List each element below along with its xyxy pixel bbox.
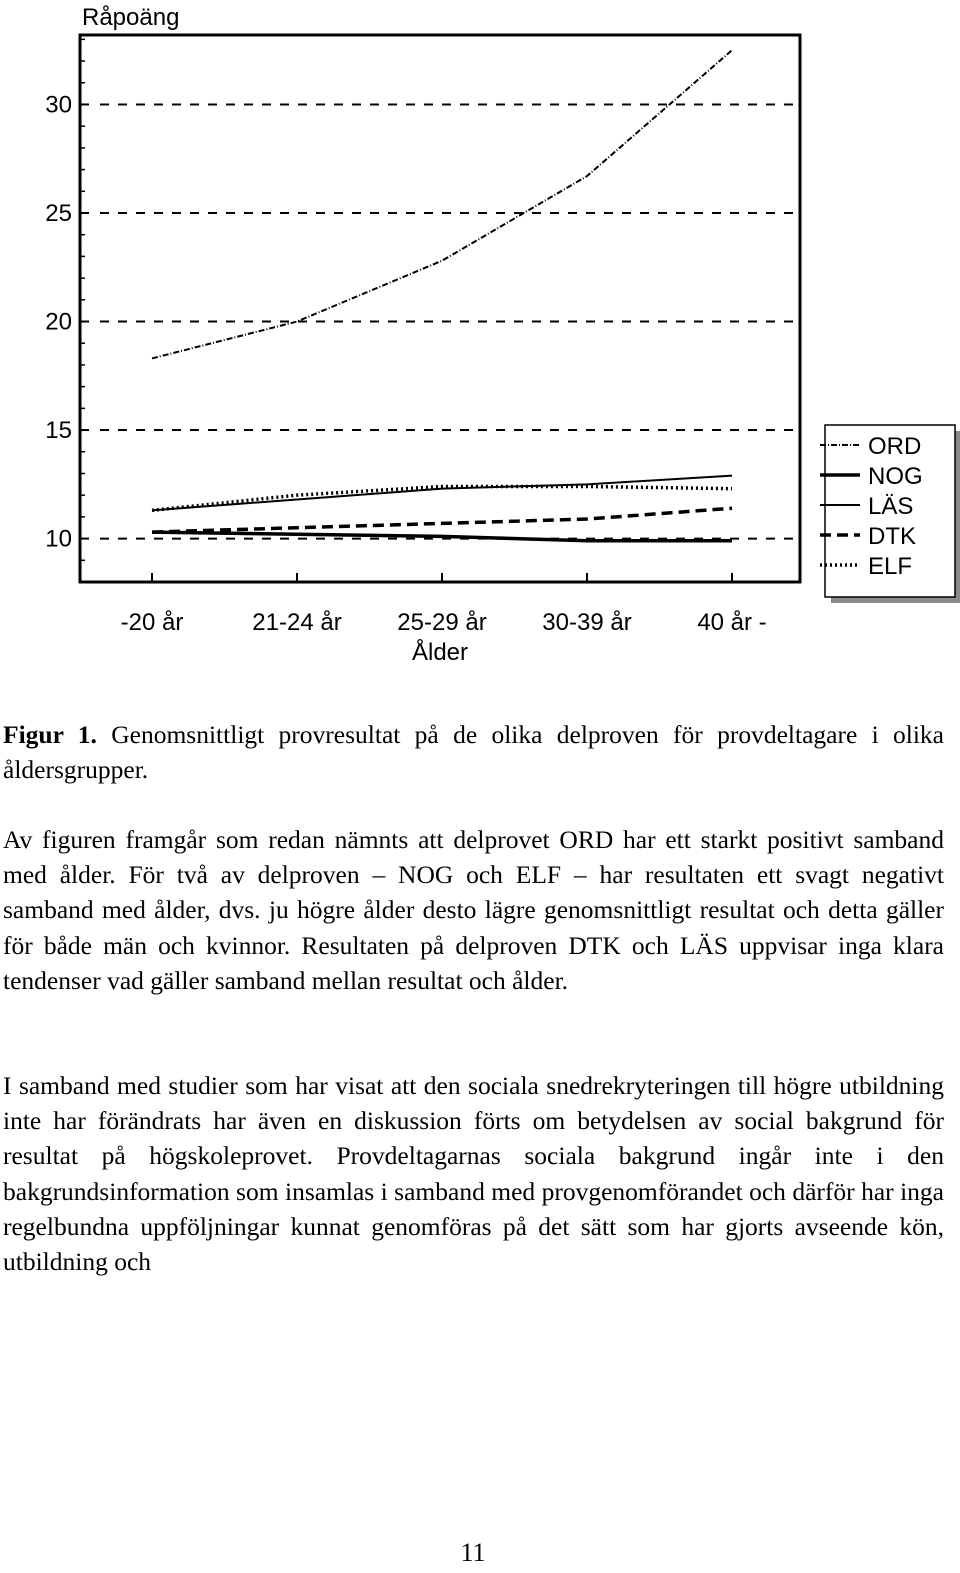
x-tick-label: 30-39 år	[542, 609, 632, 636]
legend	[820, 425, 960, 603]
page-number: 11	[460, 1538, 486, 1567]
paragraph-text: I samband med studier som har visat att den sociala snedrekryteringen till högre utbildning inte har förändrats har även en diskussion förts om betydelsen av social bakgrund för resultat på högskoleprovet. Provdeltagarnas sociala bakgrund ingår inte i den bakgrundsinformation som insamlas i samband med provgenomförandet och därför har inga regelbundna uppföljningar kunnat genomföras på det sätt som har gjorts avseende kön, utbildning och	[3, 1071, 944, 1277]
x-tick-label: -20 år	[120, 609, 184, 636]
series-line-läs	[152, 476, 732, 511]
x-tick-label: 21-24 år	[252, 609, 342, 636]
legend-label: DTK	[868, 523, 916, 550]
body-paragraph	[3, 822, 944, 998]
y-axis-label: Råpoäng	[82, 4, 180, 31]
legend-label: LÄS	[868, 493, 914, 520]
plot-frame	[80, 35, 800, 582]
series-line-elf	[152, 486, 732, 510]
y-tick-label: 15	[45, 417, 72, 445]
caption-label: Figur 1.	[3, 720, 97, 749]
x-tick-label: 25-29 år	[397, 609, 487, 636]
legend-label: ELF	[868, 553, 913, 580]
series-line-dtk	[152, 508, 732, 532]
y-tick-label: 20	[45, 308, 72, 336]
x-tick-label: 40 år -	[697, 609, 767, 636]
legend-label: NOG	[868, 463, 923, 490]
y-tick-label: 10	[45, 525, 72, 553]
grid-lines	[100, 104, 800, 538]
legend-label: ORD	[868, 433, 922, 460]
series-lines	[152, 50, 732, 541]
figure-caption	[3, 717, 944, 787]
series-line-ord	[152, 50, 732, 358]
x-axis-label: Ålder	[411, 639, 469, 666]
y-tick-label: 30	[45, 91, 72, 119]
caption-text: Genomsnittligt provresultat på de olika delproven för provdeltagare i olika åldersgrupper.	[3, 720, 945, 785]
y-tick-label: 25	[45, 199, 72, 227]
body-paragraph	[3, 1068, 944, 1279]
age-score-chart	[0, 0, 960, 700]
paragraph-text: Av figuren framgår som redan nämnts att delprovet ORD har ett starkt positivt samband med ålder. För två av delproven – NOG och ELF – har resultaten ett svagt negativt samband med ålder, dvs. ju högre ålder desto lägre genomsnittligt resultat och detta gäller för både män och kvinnor. Resultaten på delproven DTK och LÄS uppvisar inga klara tendenser vad gäller samband mellan resultat och ålder.	[3, 825, 944, 995]
y-axis	[45, 39, 89, 582]
